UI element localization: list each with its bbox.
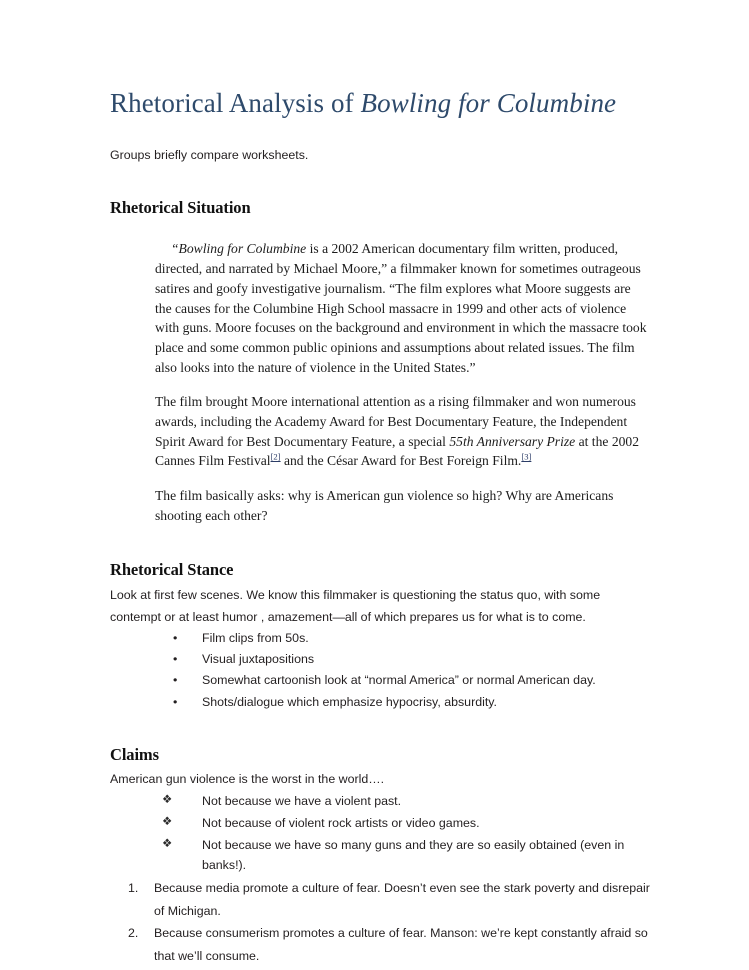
list-item [110,791,653,811]
rhetorical-stance-bullet-list [110,629,653,712]
awards-text-cannes: at the 2002 Cannes Film Festival [155,433,640,469]
heading-rhetorical-situation: Rhetorical Situation [110,198,251,218]
bullet-icon: • [173,630,178,645]
citation-link-2[interactable]: [2] [270,451,281,462]
list-item-label: Visual juxtapositions [202,652,315,667]
diamond-bullet-icon: ❖ [162,793,173,806]
claims-body: American gun violence is the worst in the world…. [110,772,385,787]
list-item-label: Not because we have a violent past. [202,793,402,808]
list-item [110,835,653,875]
heading-claims: Claims [110,745,159,765]
list-item-label: Not because of violent rock artists or video games. [202,815,480,830]
diamond-bullet-icon: ❖ [162,815,173,828]
list-item-label: Film clips from 50s. [202,630,309,645]
list-item-label: Somewhat cartoonish look at “normal America” or normal American day. [202,673,596,688]
bullet-icon: • [173,694,178,709]
awards-text-cesar: and the César Award for Best Foreign Film. [280,453,522,469]
list-item-number: 1. [128,881,139,896]
film-title-quoted: “Bowling for Columbine [171,241,307,257]
page-title-italic: Bowling for Columbine [360,88,617,118]
rhetorical-stance-body: Look at first few scenes. We know this filmmaker is questioning the status quo, with some contempt or at least humor , amazement—all of which prepares us for what is to come. [110,587,601,625]
claims-numbered-list [110,877,653,967]
list-item [110,650,653,669]
list-item-label: Because media promote a culture of fear. Doesn’t even see the stark poverty and disrepair of Michigan. [154,881,650,918]
page-title-plain: Rhetorical Analysis of [110,88,361,118]
paragraph-film-description [155,239,649,377]
film-description-text: is a 2002 American documentary film written, produced, directed, and narrated by Michael Moore,” a filmmaker known for sometimes outrageous satires and goofy investigative journalism. “The film explores what Moore suggests are the causes for the Columbine High School massacre in 1999 and other acts of violence with guns. Moore focuses on the background and environment in which the massacre took place and some common public opinions and assumptions about related issues. The film also looks into the nature of violence in the United States.” [155,241,647,375]
claims-diamond-bullet-list [110,791,653,875]
list-item [110,877,653,922]
list-item-label: Not because we have so many guns and they are so easily obtained (even in banks!). [202,837,625,872]
list-item-label: Because consumerism promotes a culture of fear. Manson: we’re kept constantly afraid so that we’ll consume. [154,926,648,963]
intro-line: Groups briefly compare worksheets. [110,147,309,162]
awards-text-lead: The film brought Moore international attention as a rising filmmaker and won numerous awards, including the Academy Award for Best Documentary Feature, the Independent Spirit Award for Best Documentary Feature, a special [155,394,636,449]
citation-link-3[interactable]: [3] [521,451,532,462]
list-item-label: Shots/dialogue which emphasize hypocrisy, absurdity. [202,694,498,709]
paragraph-awards [155,392,649,471]
bullet-icon: • [173,652,178,667]
list-item [110,693,653,712]
diamond-bullet-icon: ❖ [162,837,173,850]
rhetorical-situation-body [155,239,653,525]
list-item [110,813,653,833]
list-item [110,671,653,690]
list-item [110,629,653,648]
paragraph-central-question: The film basically asks: why is American gun violence so high? Why are Americans shooting each other? [155,488,614,523]
list-item [110,922,653,967]
list-item-number: 2. [128,926,139,941]
heading-rhetorical-stance: Rhetorical Stance [110,559,234,579]
page-title [110,88,653,120]
anniversary-prize-italic: 55th Anniversary Prize [449,433,576,449]
bullet-icon: • [173,673,178,688]
